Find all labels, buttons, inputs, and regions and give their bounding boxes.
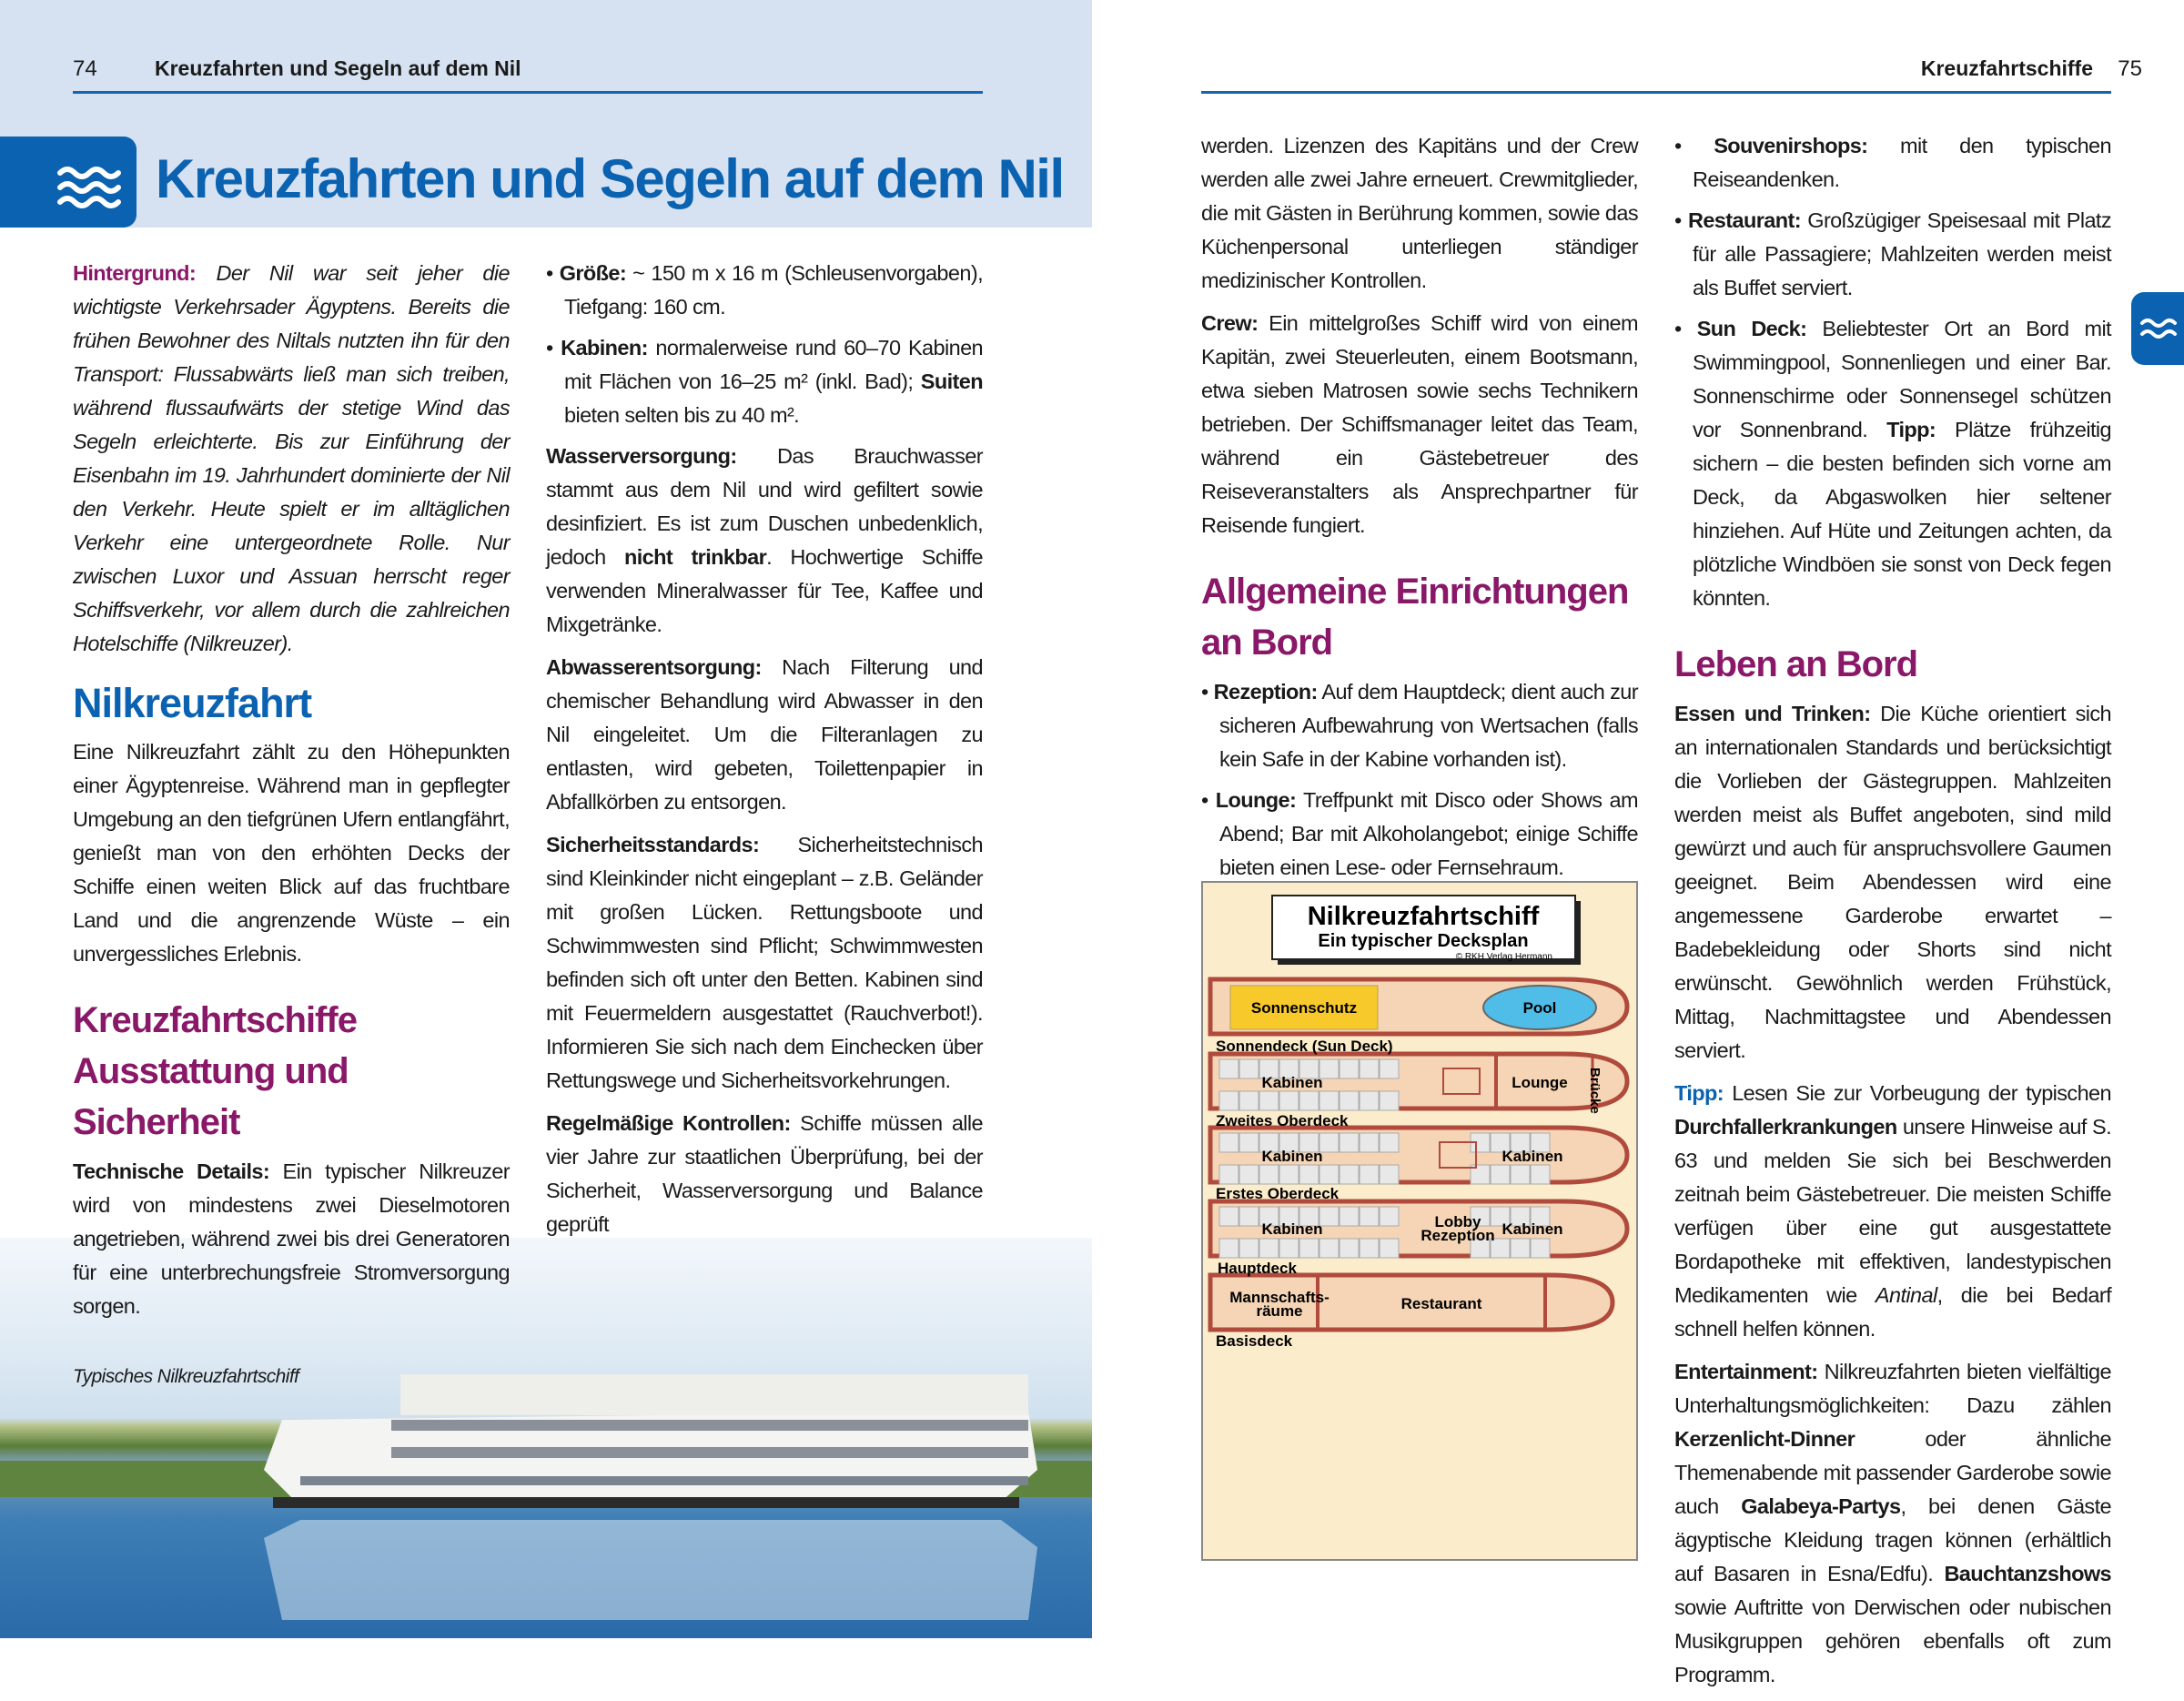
section-heading: Kreuzfahrtschiffe Ausstattung und Sicherheit (73, 1000, 357, 1142)
mannschaft-label: Mannschafts- (1229, 1289, 1330, 1306)
emphasis-run: Crew: (1201, 311, 1259, 335)
emphasis-run: Tipp: (1886, 418, 1936, 441)
emphasis-run: Sun Deck: (1696, 317, 1807, 340)
paragraph (73, 257, 510, 661)
text-run: oder ähnliche Themenabende mit passender Garderobe sowie auch (1674, 1427, 2111, 1518)
text-run: Treffpunkt mit Disco oder Shows am Abend; Bar mit Alkoholangebot; einige Schiffe bieten einen Lese- oder Fernsehraum. (1219, 788, 1638, 879)
diagram-subtitle: Ein typischer Decksplan (1318, 931, 1529, 951)
running-head: Kreuzfahrten und Segeln auf dem Nil (155, 56, 521, 80)
cabin (1380, 1133, 1399, 1152)
cabin (1259, 1239, 1279, 1258)
text-run: Sicherheitstechnisch sind Kleinkinder nicht eingeplant – z.B. Geländer mit großen Lücken. Rettungsboote und Schwimmwesten sind Pflicht; Schwimmwesten befinden sich oft unter den Betten. Kabinen sind mit Feuermeldern ausgestattet (Rauchverbot!). Informieren Sie sich nach dem Einchecken über Rettungswege und Sicherheitsvorkehrungen. (546, 833, 983, 1092)
restaurant-label: Restaurant (1400, 1295, 1482, 1312)
emphasis-run: Durchfallerkrankungen (1674, 1115, 1897, 1139)
pool-label: Pool (1522, 999, 1557, 1017)
paragraph (73, 1155, 510, 1323)
mannschaft-label: räume (1256, 1302, 1303, 1320)
cabin (1491, 1165, 1510, 1184)
cabin (1219, 1165, 1239, 1184)
emphasis-run: Rezeption: (1213, 680, 1318, 704)
cabin (1279, 1165, 1299, 1184)
bullet-item: • Kabinen: normalerweise rund 60–70 Kabinen mit Flächen von 16–25 m² (inkl. Bad); Suiten bieten selten bis zu 40 m². (546, 336, 984, 427)
lobby-label: Lobby (1434, 1213, 1481, 1230)
cabin (1219, 1059, 1239, 1078)
paragraph (1674, 697, 2111, 1068)
emphasis-run: Souvenirshops: (1714, 134, 1868, 157)
cabin (1360, 1091, 1379, 1110)
emphasis-run: nicht trinkbar (623, 545, 767, 569)
text-column (546, 257, 983, 1250)
cabin (1360, 1207, 1379, 1226)
copyright: © RKH Verlag Hermann (1455, 952, 1552, 962)
text-run: unsere Hinweise auf S. 63 und melden Sie sich bei Beschwerden zeitnah beim Gästebetreuer. Die meisten Schiffe verfügen über eine gut ausgestattete Bordapotheke mit effektiven, landestypischen Medikamenten wie (1674, 1115, 2111, 1307)
paragraph (546, 440, 983, 642)
deck-label: Zweites Oberdeck (1216, 1112, 1349, 1129)
cabin (1511, 1239, 1530, 1258)
paragraph (73, 735, 510, 971)
emphasis-run: Antinal (1875, 1283, 1937, 1307)
emphasis-run: Der Nil war seit jeher die wichtigste Verkehrsader Ägyptens. Bereits die frühen Bewohner des Niltals nutzten ihn für den Transport: Flussabwärts ließ man sich treiben, während flussaufwärts der stetige Wind das Segeln erleichterte. Bis zur Einführung der Eisenbahn im 19. Jahrhundert dominierte der Nil den Verkehr. Heute spielt er im alltäglichen Verkehr eine untergeordnete Rolle. Nur zwischen Luxor und Assuan herrscht reger Schiffsverkehr, vor allem durch die zahlreichen Hotelschiffe (Nilkreuzer). (73, 261, 510, 655)
cabin (1320, 1091, 1339, 1110)
text-run: sowie Auftritte von Derwischen oder nubischen Musikgruppen gehören ebenfalls oft zum Programm. (1674, 1595, 2111, 1686)
text-run: . Hochwertige Schiffe verwenden Mineralwasser für Tee, Kaffee und Mixgetränke. (546, 545, 983, 636)
page-number: 74 (73, 56, 97, 81)
text-column (1201, 129, 1638, 892)
cabin (1239, 1207, 1259, 1226)
deck-label: Basisdeck (1216, 1332, 1293, 1350)
cabin (1340, 1207, 1359, 1226)
page-number: 75 (2118, 56, 2142, 81)
cabin (1360, 1133, 1379, 1152)
sonnenschutz-label: Sonnenschutz (1250, 999, 1358, 1017)
chapter-title: Kreuzfahrten und Segeln auf dem Nil (156, 148, 1064, 209)
deck-plan-diagram (1201, 881, 1638, 1561)
paragraph (1674, 1077, 2111, 1346)
cabin (1279, 1239, 1299, 1258)
bruecke-label: Brücke (1587, 1068, 1603, 1114)
bullet-item: • Rezeption: Auf dem Hauptdeck; dient auch zur sicheren Aufbewahrung von Wertsachen (falls kein Safe in der Kabine vorhanden ist). (1201, 680, 1639, 771)
emphasis-run: Sicherheitsstandards: (546, 833, 760, 856)
emphasis-run: Technische Details: (73, 1159, 270, 1183)
emphasis-run: Restaurant: (1687, 208, 1801, 232)
bullet-item: • Größe: ~ 150 m x 16 m (Schleusenvorgaben), Tiefgang: 160 cm. (546, 261, 983, 319)
deck-label: Hauptdeck (1218, 1260, 1297, 1277)
cabin (1340, 1133, 1359, 1152)
emphasis-run: Entertainment: (1674, 1360, 1818, 1383)
section-heading: Leben an Bord (1674, 644, 1918, 684)
text-run: Beliebtester Ort an Bord mit Swimmingpool, Sonnenliegen und einer Bar. Sonnenschirme oder Sonnensegel schützen vor Sonnenbrand. (1693, 317, 2111, 441)
cabin (1531, 1239, 1550, 1258)
text-column (1674, 129, 2111, 1701)
cabin (1380, 1165, 1399, 1184)
emphasis-run: Abwasserentsorgung: (546, 655, 762, 679)
cabin (1239, 1165, 1259, 1184)
emphasis-run: Tipp: (1674, 1081, 1724, 1105)
cabin (1511, 1165, 1530, 1184)
cabin (1340, 1059, 1359, 1078)
header-rule (73, 91, 983, 94)
cabin (1360, 1059, 1379, 1078)
text-run: Nilkreuzfahrten bieten vielfältige Unterhaltungsmöglichkeiten: Dazu zählen (1674, 1360, 2111, 1417)
cabin (1380, 1091, 1399, 1110)
text-column (73, 257, 510, 1393)
lounge-label: Lounge (1512, 1074, 1568, 1091)
kabinen-label: Kabinen (1261, 1148, 1323, 1165)
cabin (1299, 1091, 1319, 1110)
text-run: Großzügiger Speisesaal mit Platz für alle Passagiere; Mahlzeiten werden meist als Buffet serviert. (1693, 208, 2111, 299)
waves-icon (2131, 292, 2184, 365)
paragraph (1201, 307, 1638, 542)
cabin (1380, 1207, 1399, 1226)
cabin (1299, 1165, 1319, 1184)
cabin (1259, 1165, 1279, 1184)
text-run: Die Küche orientiert sich an internationalen Standards und berücksichtigt die Vorlieben der Gästegruppen. Mahlzeiten werden meist als Buffet angeboten, sind mild gewürzt und auch für anspruchsvollere Gaumen geeignet. Beim Abendessen wird eine angemessene Garderobe erwartet – Badebekleidung oder Shorts sind nicht erwünscht. Gewöhnlich werden Frühstück, Mittag, Nachmittagstee und Abendessen serviert. (1674, 702, 2111, 1062)
paragraph (1201, 129, 1638, 298)
emphasis-run: Kabinen: (561, 336, 648, 359)
paragraph (546, 1107, 983, 1241)
text-run: Eine Nilkreuzfahrt zählt zu den Höhepunkten einer Ägyptenreise. Während man in gepflegter Umgebung an den tiefgrünen Ufern entlangfährt, genießt man von den erhöhten Decks der Schiffe einen weiten Blick auf das fruchtbare Land und die angrenzende Wüste – ein unvergessliches Erlebnis. (73, 740, 510, 966)
text-run: bieten selten bis zu 40 m². (564, 403, 800, 427)
emphasis-run: Kerzenlicht-Dinner (1674, 1427, 1855, 1451)
text-run: Schiffe müssen alle vier Jahre zur staatlichen Überprüfung, bei der Sicherheit, Wasserversorgung und Balance geprüft (546, 1111, 983, 1236)
text-run: Nach Filterung und chemischer Behandlung wird Abwasser in den Nil eingeleitet. Um die Filteranlagen zu entlasten, wird gebeten, Toilettenpapier in Abfallkörben zu entsorgen. (546, 655, 983, 814)
cabin (1239, 1133, 1259, 1152)
bullet-item: • Sun Deck: Beliebtester Ort an Bord mit Swimmingpool, Sonnenliegen und einer Bar. Sonnenschirme oder Sonnensegel schützen vor Sonnenbrand. Tipp: Plätze frühzeitig sichern – die besten befinden sich vorne am Deck, da Abgaswolken hier seltener hinziehen. Auf Hüte und Zeitungen achten, da plötzliche Windböen sie sonst von Deck fegen könnten. (1674, 317, 2111, 610)
photo-caption: Typisches Nilkreuzfahrtschiff (73, 1366, 299, 1387)
cabin (1320, 1165, 1339, 1184)
emphasis-run: Galabeya-Partys (1741, 1494, 1901, 1518)
text-run: Das Brauchwasser stammt aus dem Nil und wird gefiltert sowie desinfiziert. Es ist zum Duschen unbedenklich, jedoch (546, 444, 983, 569)
cabin (1219, 1239, 1239, 1258)
side-tab[interactable] (2131, 292, 2184, 365)
cabin (1531, 1165, 1550, 1184)
text-run: werden. Lizenzen des Kapitäns und der Crew werden alle zwei Jahre erneuert. Crewmitglieder, die mit Gästen in Berührung kommen, sowie das Küchenpersonal unterliegen ständiger medizinischer Kontrollen. (1201, 134, 1638, 292)
cabin (1340, 1239, 1359, 1258)
emphasis-run: Größe: (559, 261, 627, 285)
chapter-tab (0, 137, 136, 228)
text-run: Ein mittelgroßes Schiff wird von einem Kapitän, zwei Steuerleuten, einem Bootsmann, etwa sieben Matrosen sowie sechs Technikern betrieben. Der Schiffsmanager leitet das Team, während ein Gästebetreuer des Reiseveranstalters als Ansprechpartner für Reisende fungiert. (1201, 311, 1638, 537)
cabin (1259, 1091, 1279, 1110)
emphasis-run: Suiten (920, 370, 983, 393)
text-run: normalerweise rund 60–70 Kabinen mit Flächen von 16–25 m² (inkl. Bad); (564, 336, 984, 393)
text-run: Lesen Sie zur Vorbeugung der typischen (1724, 1081, 2111, 1105)
bullet-item: • Souvenirshops: mit den typischen Reiseandenken. (1674, 134, 2111, 191)
text-run: Plätze frühzeitig sichern – die besten befinden sich vorne am Deck, da Abgaswolken hier seltener hinziehen. Auf Hüte und Zeitungen achten, da plötzliche Windböen sie sonst von Deck fegen könnten. (1693, 418, 2111, 610)
deck-label: Erstes Oberdeck (1216, 1185, 1340, 1202)
text-run: , die bei Bedarf schnell helfen können. (1674, 1283, 2111, 1341)
text-run: mit den typischen Reiseandenken. (1693, 134, 2111, 191)
cabin (1219, 1091, 1239, 1110)
paragraph (546, 651, 983, 819)
cabin (1340, 1091, 1359, 1110)
section-heading: Nilkreuzfahrt (73, 680, 312, 726)
cabin (1279, 1091, 1299, 1110)
paragraph (546, 828, 983, 1098)
cabin (1239, 1059, 1259, 1078)
cabin (1219, 1207, 1239, 1226)
cabin (1239, 1091, 1259, 1110)
emphasis-run: Bauchtanzshows (1944, 1562, 2111, 1585)
cabin (1340, 1165, 1359, 1184)
bullet-item: • Restaurant: Großzügiger Speisesaal mit Platz für alle Passagiere; Mahlzeiten werden meist als Buffet serviert. (1674, 208, 2111, 299)
section-heading: Allgemeine Einrichtungen an Bord (1201, 572, 1629, 663)
diagram-title: Nilkreuzfahrtschiff (1307, 902, 1540, 931)
text-run: Ein typischer Nilkreuzer wird von mindestens zwei Dieselmotoren angetrieben, während zwei bis drei Generatoren für eine unterbrechungsfreie Stromversorgung sorgen. (73, 1159, 510, 1318)
bullet-item: • Lounge: Treffpunkt mit Disco oder Shows am Abend; Bar mit Alkoholangebot; einige Schiffe bieten einen Lese- oder Fernsehraum. (1201, 788, 1638, 879)
emphasis-run: Lounge: (1215, 788, 1297, 812)
emphasis-run: Wasserversorgung: (546, 444, 737, 468)
running-head: Kreuzfahrtschiffe (1920, 56, 2093, 80)
cabin (1360, 1165, 1379, 1184)
waves-icon (0, 137, 136, 228)
kabinen-label: Kabinen (1261, 1220, 1323, 1238)
emphasis-run: Hintergrund: (73, 261, 197, 285)
emphasis-run: Essen und Trinken: (1674, 702, 1871, 725)
kabinen-label: Kabinen (1502, 1148, 1563, 1165)
emphasis-run: Regelmäßige Kontrollen: (546, 1111, 791, 1135)
cabin (1380, 1239, 1399, 1258)
kabinen-label: Kabinen (1502, 1220, 1563, 1238)
deck-label: Sonnendeck (Sun Deck) (1216, 1038, 1393, 1055)
cabin (1219, 1133, 1239, 1152)
cabin (1239, 1239, 1259, 1258)
cabin (1299, 1239, 1319, 1258)
paragraph (1674, 1355, 2111, 1692)
cabin (1360, 1239, 1379, 1258)
text-run: , bei denen Gäste ägyptische Kleidung tragen können (erhältlich auf Basaren in Esna/Edfu). (1674, 1494, 2111, 1585)
text-run: Auf dem Hauptdeck; dient auch zur sicheren Aufbewahrung von Wertsachen (falls kein Safe in der Kabine vorhanden ist). (1219, 680, 1639, 771)
text-run: ~ 150 m x 16 m (Schleusenvorgaben), Tiefgang: 160 cm. (564, 261, 983, 319)
cabin (1320, 1239, 1339, 1258)
rezeption-label: Rezeption (1421, 1227, 1495, 1244)
cabin (1380, 1059, 1399, 1078)
kabinen-label: Kabinen (1261, 1074, 1323, 1091)
header-rule (1201, 91, 2111, 94)
